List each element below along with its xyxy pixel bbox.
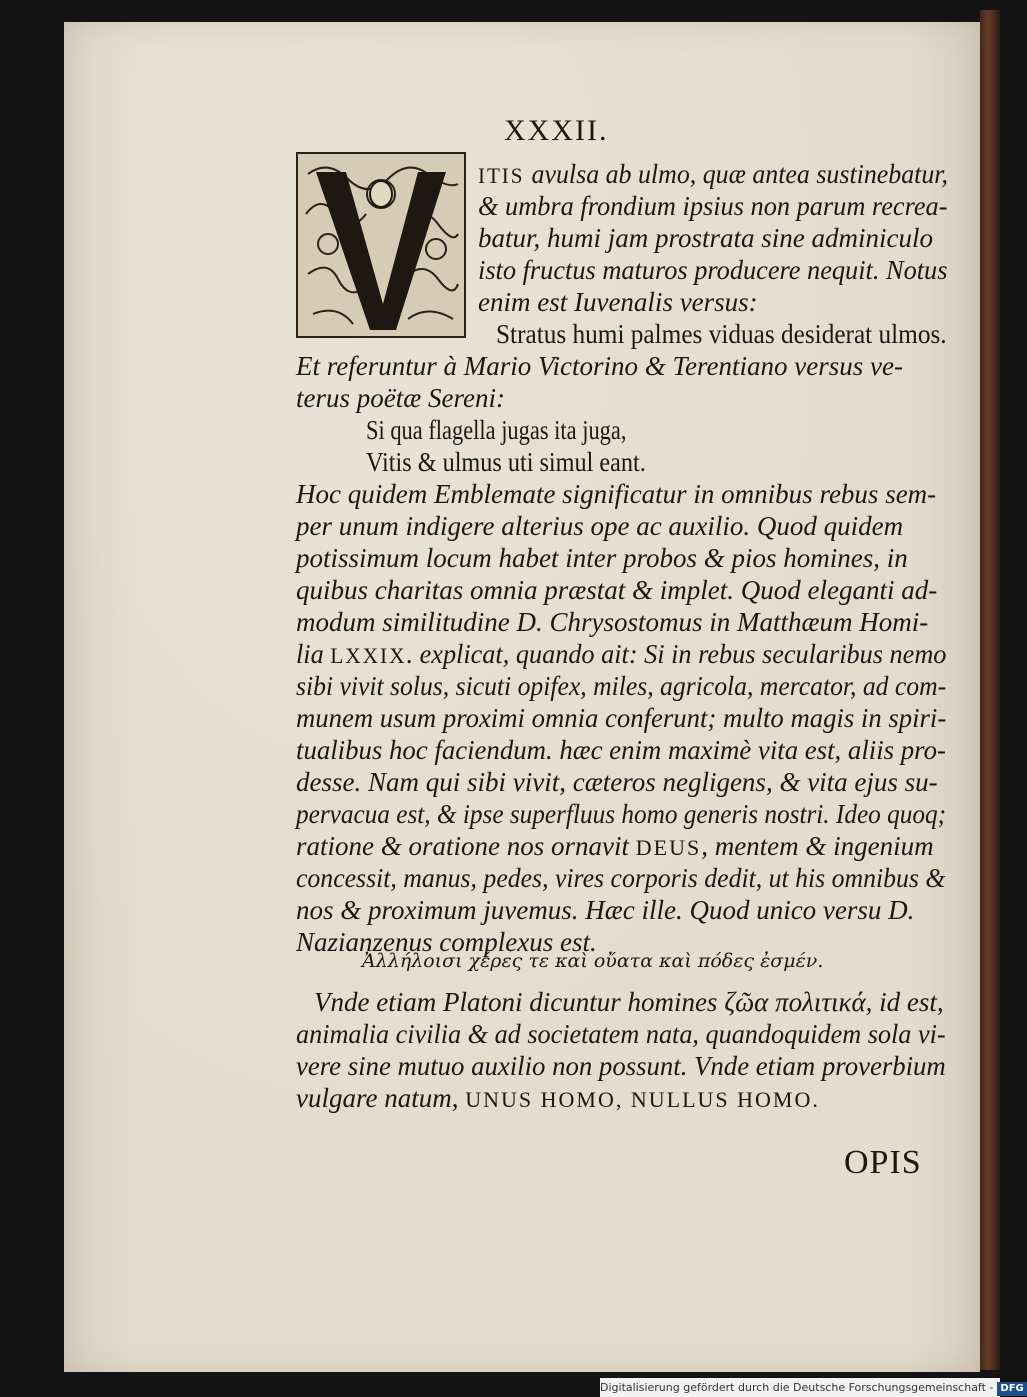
- text-line: [296, 1050, 946, 1082]
- text-line: [366, 446, 646, 478]
- text-line: [296, 702, 946, 734]
- text-run: modum similitudine D. Chrysostomus in Matthæum Homi-: [296, 607, 929, 637]
- text-run: Si qua flagella jugas ita juga,: [366, 415, 627, 445]
- text-line: [478, 254, 947, 286]
- text-run: Nazianzenus complexus est.: [296, 927, 597, 957]
- text-line: [478, 158, 948, 192]
- text-line: [296, 542, 908, 574]
- footer-text: Digitalisierung gefördert durch die Deutsche Forschungsgemeinschaft -: [600, 1381, 994, 1394]
- text-line: [366, 414, 626, 446]
- text-run: isto fructus maturos producere nequit. Notus: [478, 255, 948, 285]
- text-run: batur, humi jam prostrata sine adminiculo: [478, 223, 934, 253]
- text-line: [296, 638, 946, 672]
- text-run: LXXIX: [330, 643, 407, 668]
- page-header: XXXII.: [504, 114, 609, 147]
- text-run: pervacua est, & ipse superfluus homo generis nostri. Ideo quoq;: [296, 799, 946, 829]
- text-run: Hoc quidem Emblemate significatur in omnibus rebus sem-: [296, 479, 937, 509]
- text-line: [478, 286, 758, 318]
- text-run: nos & proximum juvemus. Hæc ille. Quod unico versu D.: [296, 895, 915, 925]
- text-line: [296, 574, 937, 606]
- text-line: [296, 830, 934, 864]
- text-run: & umbra frondium ipsius non parum recrea-: [478, 191, 948, 221]
- text-run: , mentem & ingenium: [701, 831, 934, 861]
- text-run: munem usum proximi omnia conferunt; multo magis in spiri-: [296, 703, 947, 733]
- text-line: [296, 766, 938, 798]
- greek-verse: Ἀλλήλοισι χέρες τε καὶ οὔατα καὶ πόδες ἐσμέν.: [362, 950, 824, 972]
- text-run: sibi vivit solus, sicuti opifex, miles, agricola, mercator, ad com-: [296, 671, 947, 701]
- text-run: ratione & oratione nos ornavit: [296, 831, 636, 861]
- text-line: [296, 350, 903, 382]
- text-line: [296, 382, 505, 414]
- text-line: [296, 670, 946, 702]
- text-run: concessit, manus, pedes, vires corporis dedit, ut his omnibus &: [296, 863, 946, 893]
- text-run: enim est Iuvenalis versus:: [478, 287, 758, 317]
- catchword: OPIS: [844, 1144, 922, 1181]
- text-line: [296, 894, 914, 926]
- text-run: Vnde etiam Platoni dicuntur homines ζῶα πολιτικά, id est,: [314, 987, 944, 1017]
- text-run: . explicat, quando ait: Si in rebus secularibus nemo: [406, 639, 947, 669]
- text-run: desse. Nam qui sibi vivit, cæteros negligens, & vita ejus su-: [296, 767, 938, 797]
- text-run: tualibus hoc faciendum. hæc enim maximè vita est, aliis pro-: [296, 735, 946, 765]
- text-run: vulgare natum,: [296, 1083, 466, 1113]
- text-run: Vitis & ulmus uti simul eant.: [366, 447, 646, 477]
- text-line: [296, 1082, 820, 1116]
- text-run: vere sine mutuo auxilio non possunt. Vnde etiam proverbium: [296, 1051, 946, 1081]
- dfg-logo: DFG: [997, 1382, 1026, 1396]
- text-run: quibus charitas omnia præstat & implet. Quod eleganti ad-: [296, 575, 938, 605]
- text-run: animalia civilia & ad societatem nata, quandoquidem sola vi-: [296, 1019, 946, 1049]
- text-line: [296, 1018, 946, 1050]
- text-run: ITIS: [478, 163, 532, 188]
- text-run: avulsa ab ulmo, quæ antea sustinebatur,: [531, 159, 948, 189]
- text-line: [496, 318, 947, 350]
- text-run: UNUS HOMO, NULLUS HOMO.: [465, 1087, 820, 1112]
- text-line: [296, 510, 903, 542]
- text-run: Et referuntur à Mario Victorino & Terentiano versus ve-: [296, 351, 903, 381]
- text-run: terus poëtæ Sereni:: [296, 383, 505, 413]
- text-run: potissimum locum habet inter probos & pios homines, in: [296, 543, 908, 573]
- text-line: [296, 862, 945, 894]
- text-run: DEUS: [635, 835, 702, 860]
- digitization-footer: [600, 1378, 1024, 1397]
- text-line: [478, 222, 933, 254]
- text-line: [296, 734, 946, 766]
- text-line: [296, 478, 936, 510]
- text-run: lia: [296, 639, 331, 669]
- text-line: [296, 798, 946, 830]
- text-line: [296, 606, 928, 638]
- text-run: per unum indigere alterius ope ac auxilio. Quod quidem: [296, 511, 904, 541]
- text-line: [478, 190, 947, 222]
- text-line: [314, 986, 944, 1018]
- text-run: Stratus humi palmes viduas desiderat ulmos.: [496, 319, 947, 349]
